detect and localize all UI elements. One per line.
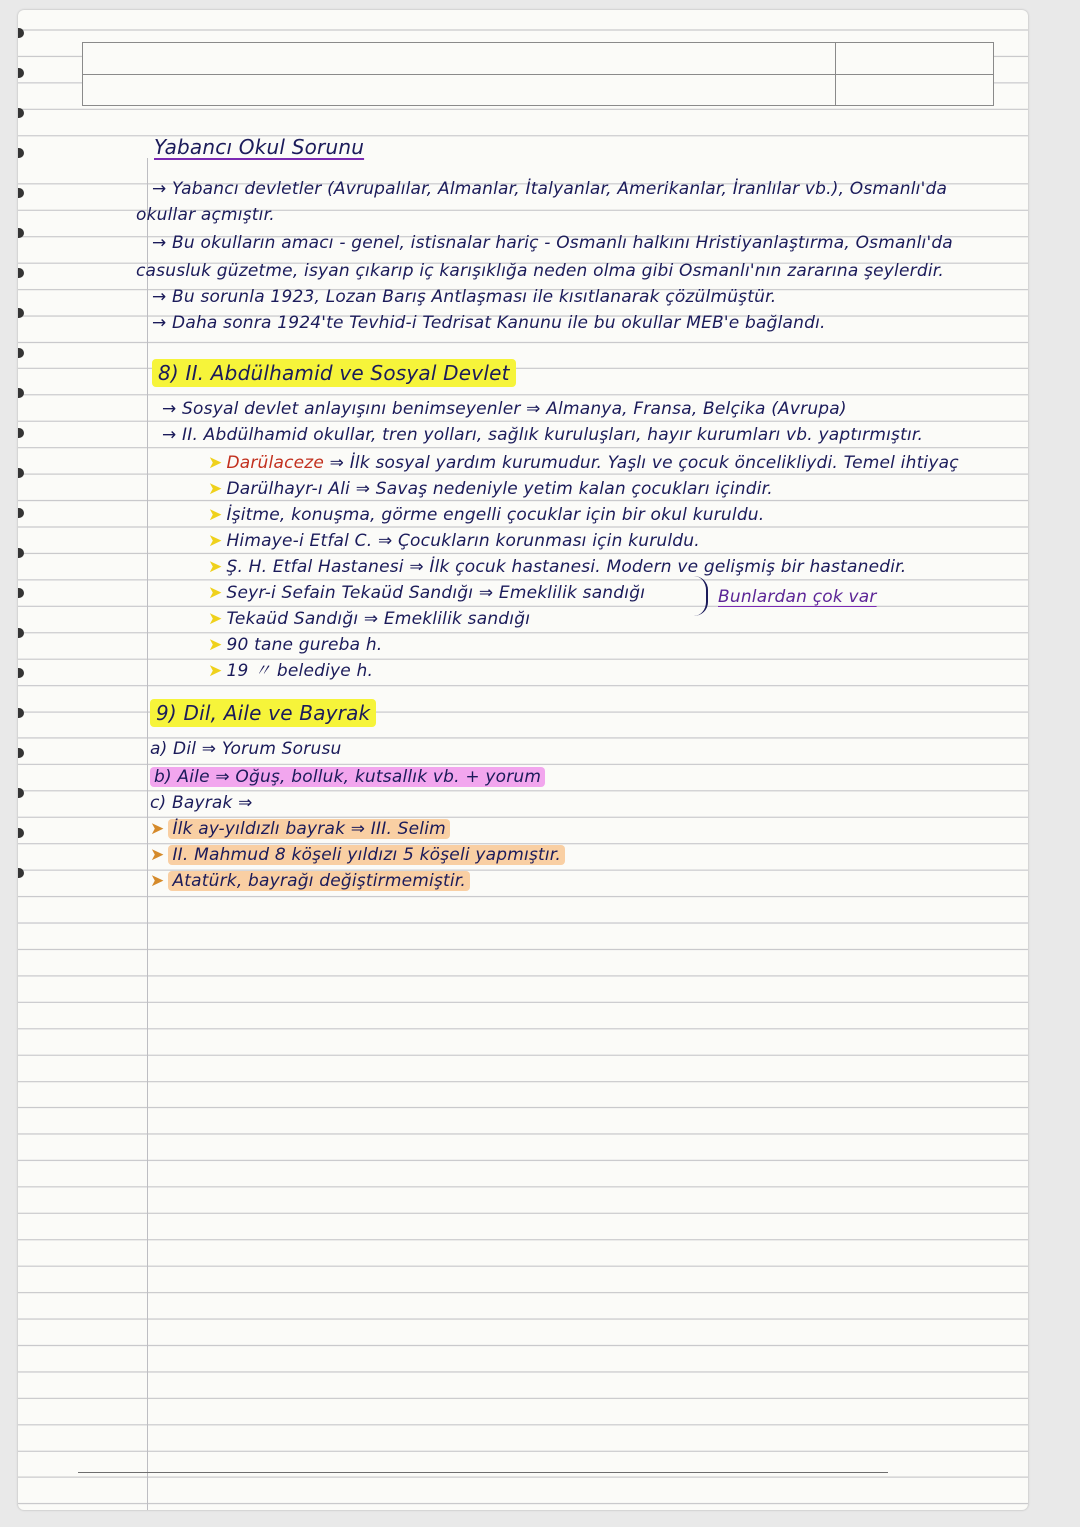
list-item: ➤ Seyr-i Sefain Tekaüd Sandığı ⇒ Emeklilik sandığı: [208, 583, 646, 603]
note-line: a) Dil ⇒ Yorum Sorusu: [150, 739, 342, 759]
list-item: ➤ Himaye-i Etfal C. ⇒ Çocukların korunması için kuruldu.: [208, 531, 700, 551]
bottom-rule: [78, 1472, 888, 1473]
handwritten-notes: [18, 10, 1028, 1510]
note-line: b) Aile ⇒ Oğuş, bolluk, kutsallık vb. + yorum: [150, 766, 545, 788]
note-line: → Sosyal devlet anlayışını benimseyenler ⇒ Almanya, Fransa, Belçika (Avrupa): [162, 399, 847, 419]
section-title-8: [152, 362, 516, 384]
list-item: ➤ Darülaceze ⇒ İlk sosyal yardım kurumudur. Yaşlı ve çocuk öncelikliydi. Temel ihtiyaç: [208, 453, 959, 473]
list-item: ➤ Tekaüd Sandığı ⇒ Emeklilik sandığı: [208, 609, 531, 629]
list-item: ➤ Darülhayr-ı Ali ⇒ Savaş nedeniyle yetim kalan çocukları içindir.: [208, 479, 773, 499]
section-title-foreign-schools: Yabancı Okul Sorunu: [154, 135, 365, 159]
note-line: → Yabancı devletler (Avrupalılar, Almanlar, İtalyanlar, Amerikanlar, İranlılar vb.), Osmanlı'da: [152, 179, 948, 199]
list-item: ➤ 19 〃 belediye h.: [208, 661, 374, 681]
notebook-page: [18, 10, 1028, 1510]
list-item: ➤ İlk ay-yıldızlı bayrak ⇒ III. Selim: [150, 818, 450, 840]
note-line: casusluk güzetme, isyan çıkarıp iç karışıklığa neden olma gibi Osmanlı'nın zararına şeylerdir.: [136, 261, 944, 281]
list-item: ➤ 90 tane gureba h.: [208, 635, 383, 655]
list-item: ➤ Ş. H. Etfal Hastanesi ⇒ İlk çocuk hastanesi. Modern ve gelişmiş bir hastanedir.: [208, 557, 907, 577]
side-note: Bunlardan çok var: [718, 587, 877, 607]
note-line: → Bu okulların amacı - genel, istisnalar hariç - Osmanlı halkını Hristiyanlaştırma, Osmanlı'da: [152, 233, 953, 253]
list-item: ➤ Atatürk, bayrağı değiştirmemiştir.: [150, 870, 470, 892]
note-line: → Bu sorunla 1923, Lozan Barış Antlaşması ile kısıtlanarak çözülmüştür.: [152, 287, 777, 307]
section-title-8-text: 8) II. Abdülhamid ve Sosyal Devlet: [152, 359, 516, 387]
brace-mark: [694, 576, 708, 616]
section-title-9-text: 9) Dil, Aile ve Bayrak: [150, 699, 376, 727]
section-title-9: [150, 702, 376, 724]
note-line: okullar açmıştır.: [136, 205, 275, 225]
list-item: ➤ II. Mahmud 8 köşeli yıldızı 5 köşeli yapmıştır.: [150, 844, 565, 866]
list-item: ➤ İşitme, konuşma, görme engelli çocuklar için bir okul kuruldu.: [208, 505, 765, 525]
note-line: → Daha sonra 1924'te Tevhid-i Tedrisat Kanunu ile bu okullar MEB'e bağlandı.: [152, 313, 826, 333]
note-line: c) Bayrak ⇒: [150, 793, 253, 813]
note-line: → II. Abdülhamid okullar, tren yolları, sağlık kuruluşları, hayır kurumları vb. yaptırmıştır.: [162, 425, 924, 445]
